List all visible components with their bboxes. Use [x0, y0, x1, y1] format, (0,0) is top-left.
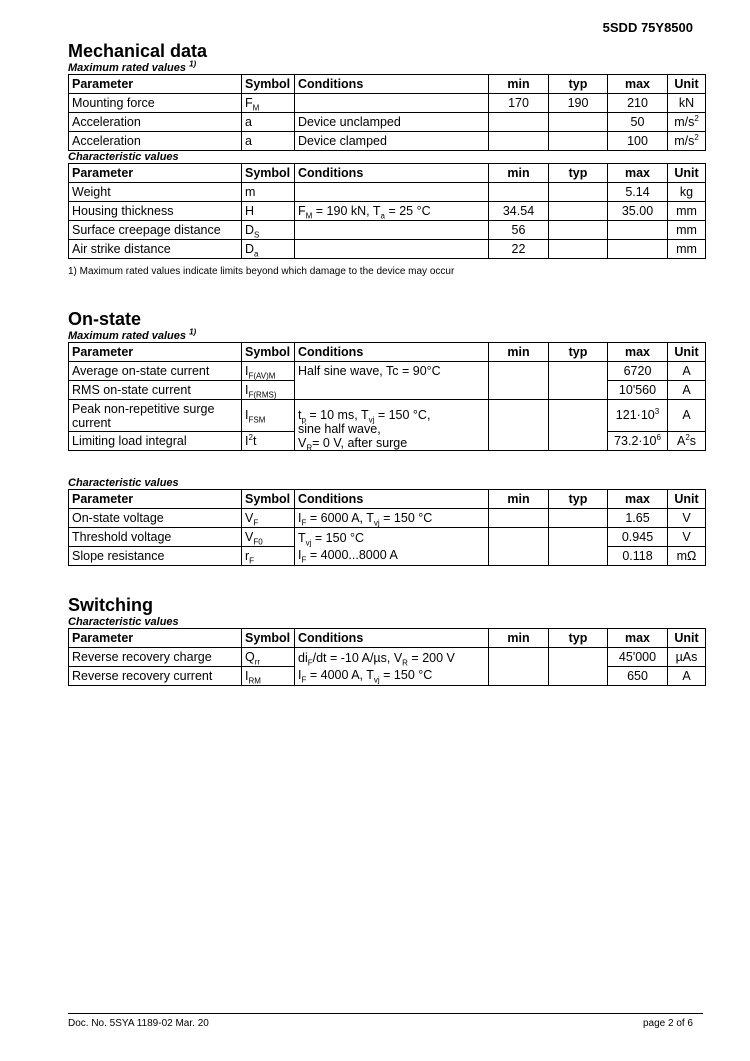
mechanical-characteristic-table	[68, 163, 706, 259]
section-title-switching: Switching	[68, 595, 153, 615]
subsection-max-rated: Maximum rated values $^{1)}$	[68, 327, 197, 342]
table-row: Average on-state current $I_{F(AV)M}$ Half sine wave, Tc = 90°C 6720 A	[69, 362, 706, 381]
table-row: Housing thickness H $F_M = 190$ kN, $T_a = 25$ °C 34.54 35.00 mm	[69, 202, 706, 221]
table-row: Slope resistance $r_F$ 0.118 mΩ	[69, 547, 706, 566]
table-row: On-state voltage $V_F$ $I_F = 6000$ A, $T_{vj} = 150$ °C 1.65 V	[69, 509, 706, 528]
onstate-section	[68, 308, 705, 566]
table-header-row: Parameter Symbol Conditions min typ max Unit	[69, 343, 706, 362]
table-row: Weight m 5.14 kg	[69, 183, 706, 202]
table-row: Reverse recovery current $I_{RM}$ 650 A	[69, 667, 706, 686]
subsection-characteristic: Characteristic values	[68, 151, 179, 163]
table-row: Acceleration a Device unclamped 50 $m/s^2$	[69, 113, 706, 132]
section-title-onstate: On-state	[68, 309, 142, 329]
table-row: Mounting force $F_M$ 170 190 210 kN	[69, 94, 706, 113]
table-row: Limiting load integral $I^2t$ $73.2\cdot 10^6$ $A^2s$	[69, 432, 706, 451]
table-row: RMS on-state current $I_{F(RMS)}$ 10'560 A	[69, 381, 706, 400]
table-row: Air strike distance $D_a$ 22 mm	[69, 240, 706, 259]
table-row: Threshold voltage $V_{F0}$ $T_{vj} = 150$ °C $I_F = 4000...8000$ A 0.945 V	[69, 528, 706, 547]
table-header-row: Parameter Symbol Conditions min typ max Unit	[69, 75, 706, 94]
switching-section	[68, 594, 705, 686]
footer-doc-number: Doc. No. 5SYA 1189-02 Mar. 20	[68, 1018, 209, 1029]
footer-divider	[68, 1013, 703, 1014]
mechanical-max-rated-table	[68, 74, 706, 151]
subsection-characteristic: Characteristic values	[68, 616, 179, 628]
table-row: Surface creepage distance $D_S$ 56 mm	[69, 221, 706, 240]
mechanical-section	[68, 40, 705, 277]
table-header-row: Parameter Symbol Conditions min typ max Unit	[69, 490, 706, 509]
subsection-max-rated: Maximum rated values $^{1)}$	[68, 59, 197, 74]
subsection-characteristic: Characteristic values	[68, 477, 179, 489]
table-row: Acceleration a Device clamped 100 $m/s^2$	[69, 132, 706, 151]
document-id: 5SDD 75Y8500	[602, 20, 693, 35]
onstate-max-rated-table	[68, 342, 706, 451]
table-header-row: Parameter Symbol Conditions min typ max Unit	[69, 164, 706, 183]
onstate-characteristic-table	[68, 489, 706, 566]
switching-characteristic-table	[68, 628, 706, 686]
table-row: Reverse recovery charge $Q_{rr}$ $di_F/dt = -10$ A/µs, $V_R = 200$ V $I_F = 4000$ A, $T_{vj} = 150$ °C 45'000 µAs	[69, 648, 706, 667]
table-row: Peak non-repetitive surge current $I_{FSM}$ $t_p = 10$ ms, $T_{vj} = 150$ °C, sine half wave, $V_R= 0$ V, after surge $121\cdot 10^3$ A	[69, 400, 706, 432]
section-title-mechanical: Mechanical data	[68, 41, 208, 61]
table-header-row: Parameter Symbol Conditions min typ max Unit	[69, 629, 706, 648]
footer-page-number: page 2 of 6	[642, 1018, 693, 1029]
footnote: 1) Maximum rated values indicate limits beyond which damage to the device may occur	[68, 266, 455, 277]
